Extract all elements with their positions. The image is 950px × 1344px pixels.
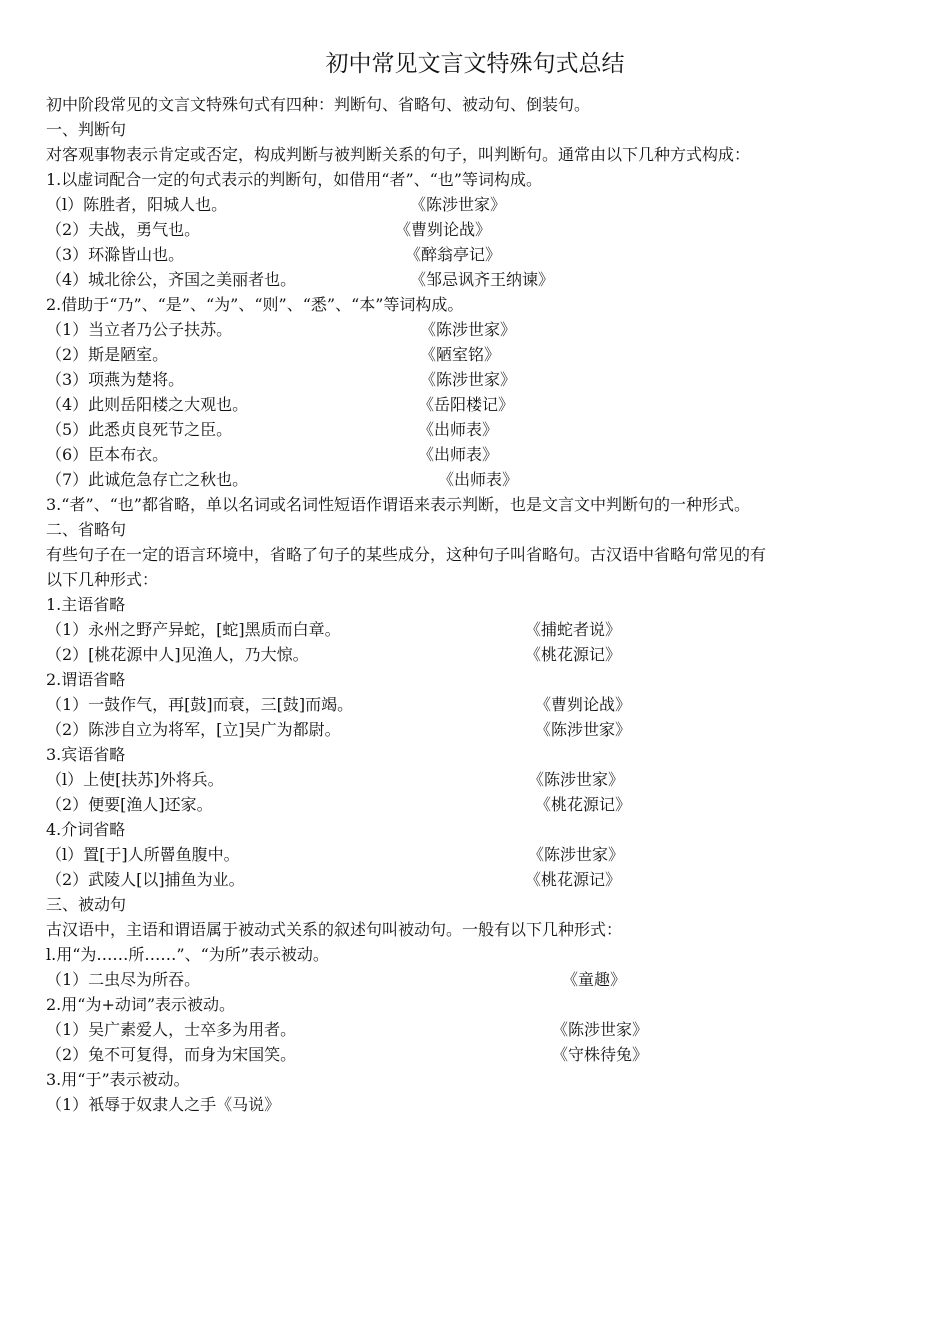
text-line: （4）此则岳阳楼之大观也。	[46, 395, 249, 414]
source-citation: 《陈涉世家》	[528, 845, 625, 864]
source-citation: 《桃花源记》	[525, 870, 622, 889]
text-line: 古汉语中，主语和谓语属于被动式关系的叙述句叫被动句。一般有以下几种形式：	[46, 920, 623, 939]
text-line: （3）环滁皆山也。	[46, 245, 185, 264]
text-line: （2）斯是陋室。	[46, 345, 169, 364]
source-citation: 《陈涉世家》	[535, 720, 632, 739]
text-line: 一、判断句	[46, 120, 127, 139]
source-citation: 《陈涉世家》	[528, 770, 625, 789]
text-line: （4）城北徐公，齐国之美丽者也。	[46, 270, 297, 289]
text-line: （2）陈涉自立为将军，[立]吴广为都尉。	[46, 720, 341, 739]
text-line: 以下几种形式：	[46, 570, 159, 589]
text-line: 1.以虚词配合一定的句式表示的判断句，如借用“者”、“也”等词构成。	[46, 170, 542, 189]
source-citation: 《出师表》	[418, 420, 499, 439]
source-citation: 《曹刿论战》	[535, 695, 632, 714]
text-line: （2）[桃花源中人]见渔人，乃大惊。	[46, 645, 309, 664]
text-line: 三、被动句	[46, 895, 127, 914]
text-line: 2.谓语省略	[46, 670, 126, 689]
text-line: 4.介词省略	[46, 820, 126, 839]
text-line: （2）兔不可复得，而身为宋国笑。	[46, 1045, 297, 1064]
text-line: 二、省略句	[46, 520, 127, 539]
source-citation: 《曹刿论战》	[395, 220, 492, 239]
source-citation: 《陈涉世家》	[420, 320, 517, 339]
source-citation: 《陈涉世家》	[410, 195, 507, 214]
text-line: 3.用“于”表示被动。	[46, 1070, 190, 1089]
text-line: （1）吴广素爱人，士卒多为用者。	[46, 1020, 297, 1039]
text-line: （6）臣本布衣。	[46, 445, 169, 464]
text-line: （7）此诚危急存亡之秋也。	[46, 470, 249, 489]
text-line: （5）此悉贞良死节之臣。	[46, 420, 233, 439]
text-line: （1）二虫尽为所吞。	[46, 970, 201, 989]
text-line: 有些句子在一定的语言环境中，省略了句子的某些成分，这种句子叫省略句。古汉语中省略句常见的有	[46, 545, 767, 564]
text-line: （2）便要[渔人]还家。	[46, 795, 213, 814]
text-line: 2.借助于“乃”、“是”、“为”、“则”、“悉”、“本”等词构成。	[46, 295, 464, 314]
text-line: （2）武陵人[以]捕鱼为业。	[46, 870, 245, 889]
page-title: 初中常见文言文特殊句式总结	[325, 51, 625, 77]
text-line: 3.“者”、“也”都省略，单以名词或名词性短语作谓语来表示判断，也是文言文中判断句的一种形式。	[46, 495, 750, 514]
text-line: 初中阶段常见的文言文特殊句式有四种：判断句、省略句、被动句、倒装句。	[46, 95, 591, 114]
source-citation: 《出师表》	[418, 445, 499, 464]
text-line: （l）置[于]人所罾鱼腹中。	[46, 845, 240, 864]
source-citation: 《岳阳楼记》	[418, 395, 515, 414]
source-citation: 《陋室铭》	[420, 345, 501, 364]
text-line: 对客观事物表示肯定或否定，构成判断与被判断关系的句子，叫判断句。通常由以下几种方式构成：	[46, 145, 751, 164]
text-line: 1.主语省略	[46, 595, 126, 614]
text-line: （l）上使[扶苏]外将兵。	[46, 770, 224, 789]
source-citation: 《陈涉世家》	[420, 370, 517, 389]
source-citation: 《守株待兔》	[552, 1045, 649, 1064]
text-line: （1）当立者乃公子扶苏。	[46, 320, 233, 339]
source-citation: 《醉翁亭记》	[405, 245, 502, 264]
text-line: （l）陈胜者，阳城人也。	[46, 195, 228, 214]
text-line: （2）夫战，勇气也。	[46, 220, 201, 239]
source-citation: 《邹忌讽齐王纳谏》	[410, 270, 555, 289]
source-citation: 《桃花源记》	[525, 645, 622, 664]
source-citation: 《捕蛇者说》	[525, 620, 622, 639]
source-citation: 《出师表》	[438, 470, 519, 489]
text-line: （1）永州之野产异蛇，[蛇]黑质而白章。	[46, 620, 341, 639]
text-line: （3）项燕为楚将。	[46, 370, 185, 389]
text-line: （1）衹辱于奴隶人之手《马说》	[46, 1095, 281, 1114]
source-citation: 《桃花源记》	[535, 795, 632, 814]
text-line: 2.用“为+动词”表示被动。	[46, 995, 236, 1014]
text-line: （1）一鼓作气，再[鼓]而衰，三[鼓]而竭。	[46, 695, 354, 714]
source-citation: 《童趣》	[562, 970, 627, 989]
text-line: 3.宾语省略	[46, 745, 126, 764]
source-citation: 《陈涉世家》	[552, 1020, 649, 1039]
text-line: l.用“为……所……”、“为所”表示被动。	[46, 945, 329, 964]
